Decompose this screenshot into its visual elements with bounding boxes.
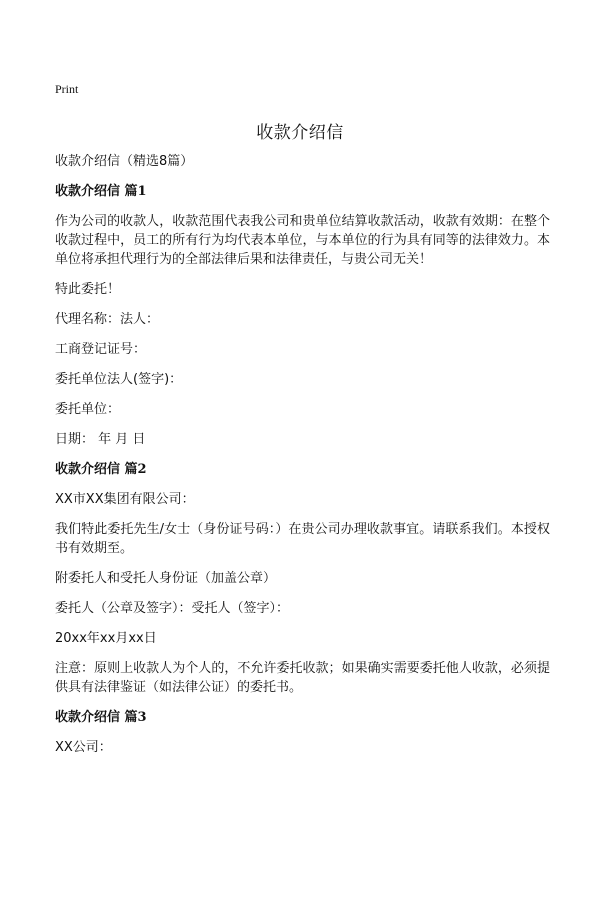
document-title: 收款介绍信 [256, 123, 344, 143]
section-heading-3: 收款介绍信 篇3 [55, 710, 147, 725]
paragraph: 我们特此委托先生/女士（身份证号码：）在贵公司办理收款事宜。请联系我们。本授权书有效期至。 [55, 522, 550, 556]
paragraph: 委托人（公章及签字）：受托人（签字）： [55, 601, 290, 616]
section-heading-2: 收款介绍信 篇2 [55, 462, 147, 477]
document-subtitle: 收款介绍信（精选8篇） [55, 154, 194, 169]
paragraph: 代理名称：法人： [55, 312, 160, 327]
paragraph: 特此委托！ [55, 282, 121, 297]
paragraph: 日期： 年 月 日 [55, 432, 146, 447]
document-content [55, 152, 550, 768]
paragraph: 20xx年xx月xx日 [55, 631, 157, 646]
paragraph: 委托单位： [55, 402, 121, 417]
paragraph: XX市XX集团有限公司： [55, 492, 195, 507]
paragraph: XX公司： [55, 740, 112, 755]
paragraph: 作为公司的收款人，收款范围代表我公司和贵单位结算收款活动，收款有效期：在整个收款过程中，员工的所有行为均代表本单位，与本单位的行为具有同等的法律效力。本单位将承担代理行为的全部法律后果和法律责任，与贵公司无关！ [55, 214, 550, 267]
print-link[interactable]: Print [55, 82, 79, 96]
paragraph: 工商登记证号： [55, 342, 147, 357]
paragraph: 注意：原则上收款人为个人的，不允许委托收款；如果确实需要委托他人收款，必须提供具有法律鉴证（如法律公证）的委托书。 [55, 661, 550, 695]
paragraph: 委托单位法人(签字)： [55, 372, 183, 387]
paragraph: 附委托人和受托人身份证（加盖公章） [55, 571, 277, 586]
section-heading-1: 收款介绍信 篇1 [55, 184, 147, 199]
